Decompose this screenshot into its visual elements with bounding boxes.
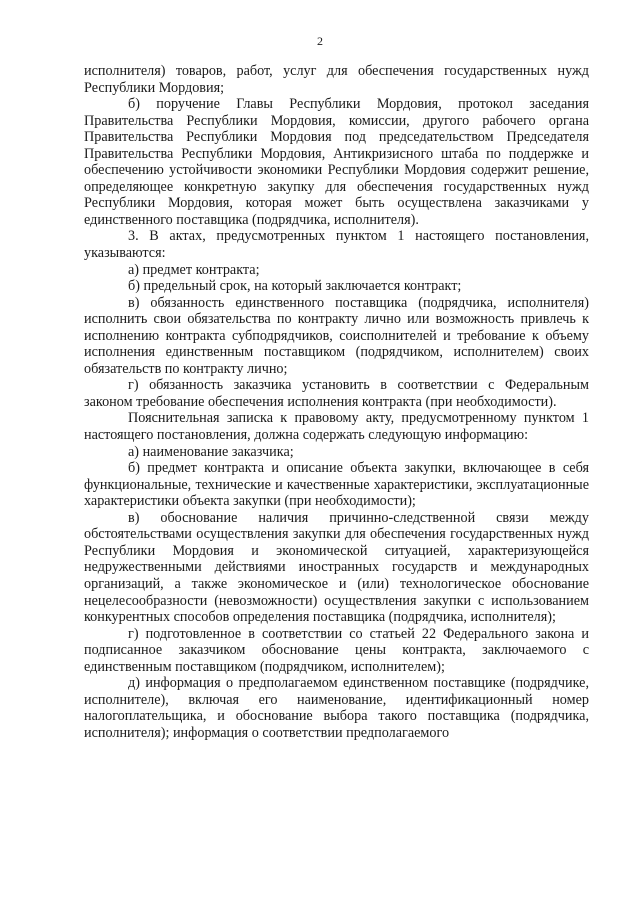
paragraph-item-a-customer-name: а) наименование заказчика; bbox=[128, 443, 294, 460]
paragraph-section-3: 3. В актах, предусмотренных пунктом 1 настоящего постановления, указываются: bbox=[84, 228, 589, 262]
paragraph-item-d-supplier-info: д) информация о предполагаемом единственном поставщике (подрядчике, исполнителе), включая его наименование, идентификационный номер налогоплательщика, и обоснование выбора такого поставщика (подрядчика, исполнителя); информация о соответствии предполагаемого bbox=[84, 675, 589, 741]
paragraph-item-v-justification: в) обоснование наличия причинно-следственной связи между обстоятельствами осуществления закупки для обеспечения государственных нужд Республики Мордовия и экономической ситуацией, характеризующейся недружественными действиями иностранных государств и международных организаций, а также экономическое и (или) технологическое обоснование нецелесообразности (невозможности) осуществления закупки с использованием конкурентных способов определения поставщика (подрядчика, исполнителя); bbox=[84, 509, 589, 626]
paragraph-explanatory-note: Пояснительная записка к правовому акту, предусмотренному пунктом 1 настоящего постановления, должна содержать следующую информацию: bbox=[84, 410, 589, 444]
paragraph-item-b-procurement-object: б) предмет контракта и описание объекта закупки, включающее в себя функциональные, технические и качественные характеристики, эксплуатационные характеристики объекта закупки (при необходимости); bbox=[84, 460, 589, 510]
paragraph-continuation: исполнителя) товаров, работ, услуг для обеспечения государственных нужд Республики Мордовия; bbox=[84, 63, 589, 96]
paragraph-item-b-instruction: б) поручение Главы Республики Мордовия, протокол заседания Правительства Республики Мордовия, комиссии, другого рабочего органа Правительства Республики Мордовия под председательством Председателя Правительства Республики Мордовия, Антикризисного штаба по поддержке и обеспечению устойчивости экономики Республики Мордовия содержит решение, определяющее конкретную закупку для обеспечения государственных нужд Республики Мордовия, которая может быть осуществлена заказчиками у единственного поставщика (подрядчика, исполнителя). bbox=[84, 96, 589, 228]
page-number: 2 bbox=[317, 34, 323, 48]
paragraph-item-g-customer-obligation: г) обязанность заказчика установить в соответствии с Федеральным законом требование обеспечения исполнения контракта (при необходимости). bbox=[84, 377, 589, 410]
paragraph-item-a-subject: а) предмет контракта; bbox=[128, 261, 260, 278]
document-body bbox=[84, 63, 589, 741]
paragraph-item-b-term: б) предельный срок, на который заключается контракт; bbox=[128, 278, 462, 295]
paragraph-item-g-price-justification: г) подготовленное в соответствии со статьей 22 Федерального закона и подписанное заказчиком обоснование цены контракта, заключаемого с единственным поставщиком (подрядчиком, исполнителем); bbox=[84, 625, 589, 675]
paragraph-item-v-obligation: в) обязанность единственного поставщика (подрядчика, исполнителя) исполнить свои обязательства по контракту лично или возможность привлечь к исполнению контракта субподрядчиков, соисполнителей и требование к объему исполнения единственным поставщиком (подрядчиком, исполнителем) своих обязательств по контракту лично; bbox=[84, 294, 589, 377]
